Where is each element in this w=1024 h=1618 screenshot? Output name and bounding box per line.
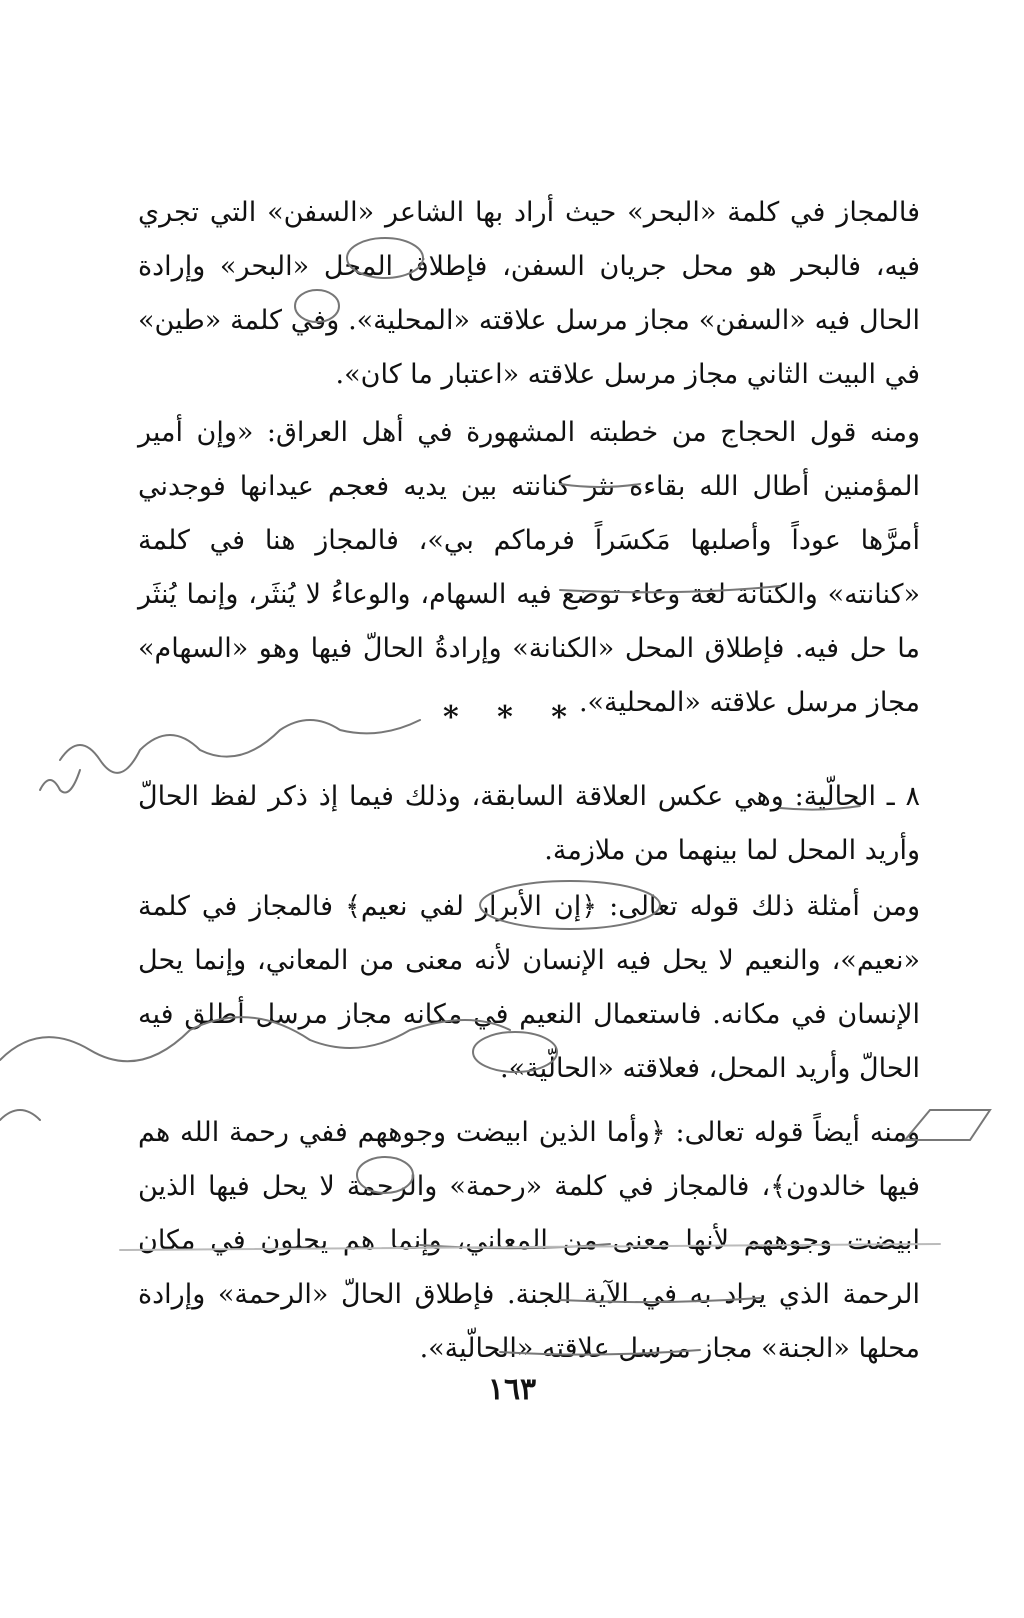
section-separator: * * * xyxy=(443,700,581,735)
page-number: ١٦٣ xyxy=(487,1372,537,1407)
paragraph-hajjaj-speech: ومنه قول الحجاج من خطبته المشهورة في أهل العراق: «وإن أمير المؤمنين أطال الله بقاءه نثر كنانته بين يديه فعجم عيدانها فوجدني أمرَّها عوداً وأصلبها مَكسَراً فرماكم بي»، فالمجاز هنا في كلمة «كنانته» والكنانة لغة وعاء توضع فيه السهام، والوعاءُ لا يُنثَر، وإنما يُنثَر ما حل فيه. فإطلاق المحل «الكنانة» وإرادةُ الحالّ فيها وهو «السهام» مجاز مرسل علاقته «المحلية». xyxy=(138,417,920,718)
margin-scribble xyxy=(0,1110,40,1120)
paragraph-rahma-example: ومنه أيضاً قوله تعالى: ﴿وأما الذين ابيضت وجوههم ففي رحمة الله هم فيها خالدون﴾، فالمجاز في كلمة «رحمة» والرحمة لا يحل فيها الذين ابيضت وجوههم لأنها معنى من المعاني، وإنما هم يحلون في مكان الرحمة الذي يراد به في الآية الجنة. فإطلاق الحالّ «الرحمة» وإرادة محلها «الجنة» مجاز مرسل علاقته «الحالّية». xyxy=(138,1117,920,1364)
paragraph-haliyya-definition: ٨ ـ الحالّية: وهي عكس العلاقة السابقة، وذلك فيما إذ ذكر لفظ الحالّ وأريد المحل لما بينهما من ملازمة. xyxy=(138,781,920,866)
margin-scribble xyxy=(40,770,80,793)
paragraph-majaz-bahr: فالمجاز في كلمة «البحر» حيث أراد بها الشاعر «السفن» التي تجري فيه، فالبحر هو محل جريان السفن، فإطلاق المحل «البحر» وإرادة الحال فيه «السفن» مجاز مرسل علاقته «المحلية». وفي كلمة «طين» في البيت الثاني مجاز مرسل علاقته «اعتبار ما كان». xyxy=(138,197,920,390)
paragraph-naim-example: ومن أمثلة ذلك قوله تعالى: ﴿إن الأبرار لفي نعيم﴾ فالمجاز في كلمة «نعيم»، والنعيم لا يحل فيه الإنسان لأنه معنى من المعاني، وإنما يحل الإنسان في مكانه. فاستعمال النعيم في مكانه مجاز مرسل أطلق فيه الحالّ وأريد المحل، فعلاقته «الحالّية». xyxy=(138,891,920,1084)
